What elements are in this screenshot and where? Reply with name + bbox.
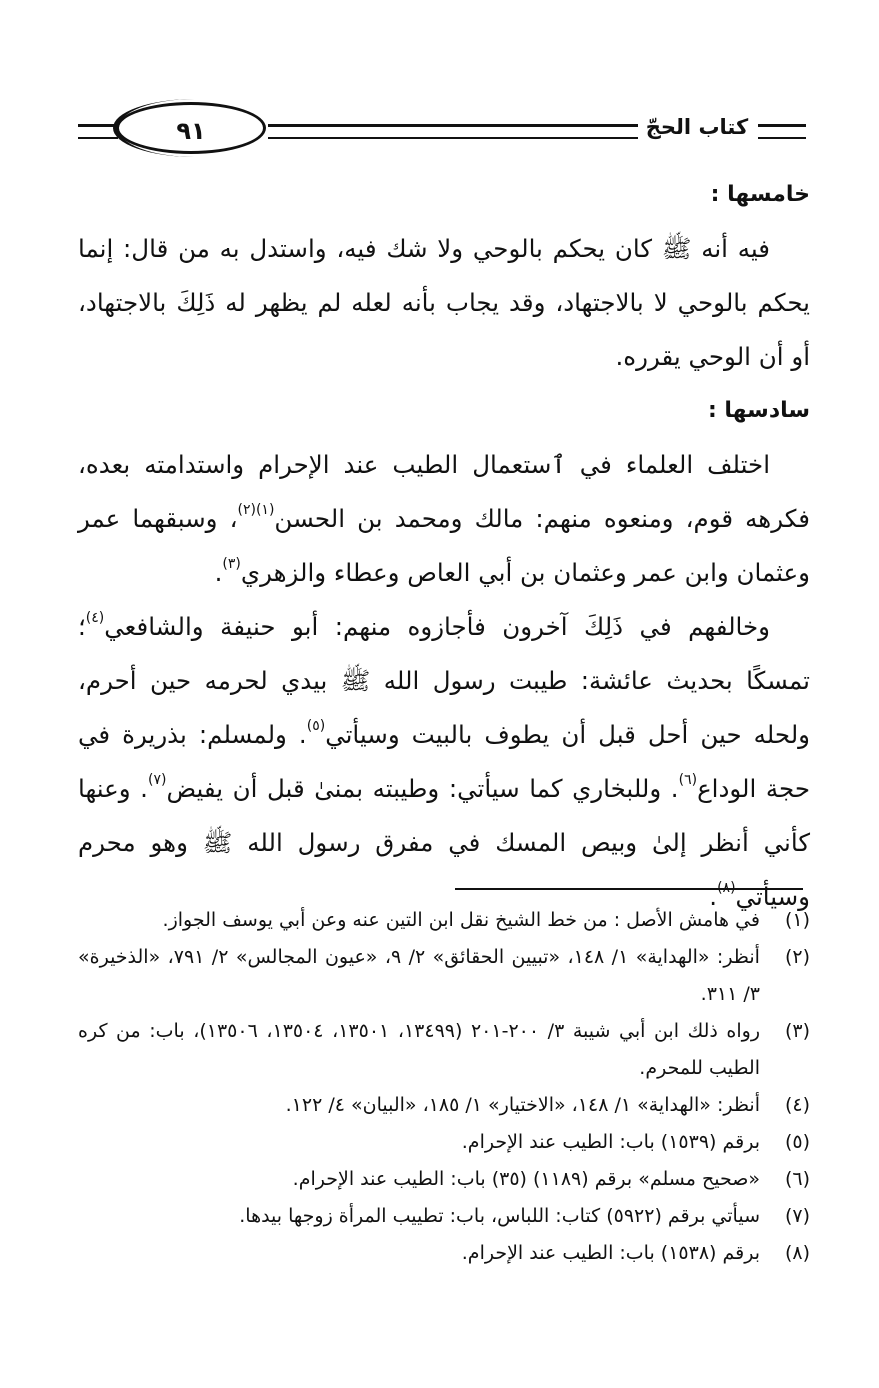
footnote-text: أنظر: «الهداية» ١/ ١٤٨، «تبيين الحقائق» ٢/ ٩، «عيون المجالس» ٢/ ٧٩١، «الذخيرة» ٣/ ٣١١. (78, 946, 760, 1005)
paragraph-fifth: فيه أنه ﷺ كان يحكم بالوحي ولا شك فيه، واستدل به من قال: إنما يحكم بالوحي لا بالاجتهاد، وقد يجاب بأنه لعله لم يظهر له ذَلِكَ بالاجتهاد، أو أن الوحي يقرره. (78, 234, 810, 371)
footnote-ref[interactable]: (٨) (717, 879, 736, 896)
footnote (78, 1161, 810, 1198)
footnote-ref[interactable]: (٣) (222, 555, 241, 572)
footnote-text: برقم (١٥٣٨) باب: الطيب عند الإحرام. (461, 1242, 760, 1264)
footnote-text: رواه ذلك ابن أبي شيبة ٣/ ٢٠٠-٢٠١ (١٣٤٩٩، ١٣٥٠١، ١٣٥٠٤، ١٣٥٠٦)، باب: من كره الطيب للمحرم. (78, 1020, 760, 1079)
page-header (78, 100, 808, 160)
footnote-ref[interactable]: (٤) (85, 609, 105, 626)
footnote (78, 1124, 810, 1161)
main-text (78, 168, 810, 924)
footnote-text: برقم (١٥٣٩) باب: الطيب عند الإحرام. (461, 1131, 760, 1153)
footnote (78, 1013, 810, 1087)
footnote-ref[interactable]: (٦) (678, 771, 698, 788)
footnote-number: (٦) (784, 1168, 810, 1190)
footnote-text: في هامش الأصل : من خط الشيخ نقل ابن التين عنه وعن أبي يوسف الجواز. (162, 909, 760, 931)
footnote (78, 902, 810, 939)
section-heading-fifth: خامسها : (710, 182, 810, 207)
footnote-text: سيأتي برقم (٥٩٢٢) كتاب: اللباس، باب: تطييب المرأة زوجها بيدها. (239, 1205, 760, 1227)
paragraph-sixth-1: اختلف العلماء في ٱستعمال الطيب عند الإحرام واستدامته بعده، فكرهه قوم، ومنعوه منهم: مالك ومحمد بن الحسن$^{(١)(٢)}$، وسبقهما عمر وعثمان وابن عمر وعثمان بن أبي العاص وعطاء والزهري$^{(٣)}$. (78, 450, 810, 587)
footnote-number: (١) (784, 909, 810, 931)
footnote (78, 939, 810, 1013)
footnote-separator (455, 888, 803, 890)
page-number: ٩١ (116, 102, 266, 154)
footnote-number: (٨) (784, 1242, 810, 1264)
footnote-ref[interactable]: (١)(٢) (237, 501, 275, 518)
footnote-number: (٢) (784, 946, 810, 968)
footnote (78, 1198, 810, 1235)
footnotes (78, 902, 810, 1272)
footnote-number: (٧) (784, 1205, 810, 1227)
footnote (78, 1235, 810, 1272)
footnote-text: «صحيح مسلم» برقم (١١٨٩) (٣٥) باب: الطيب عند الإحرام. (292, 1168, 760, 1190)
header-rule-left (78, 124, 118, 139)
footnote-number: (٣) (784, 1020, 810, 1042)
footnote (78, 1087, 810, 1124)
footnote-text: أنظر: «الهداية» ١/ ١٤٨، «الاختيار» ١/ ١٨٥، «البيان» ٤/ ١٢٢. (285, 1094, 760, 1116)
footnote-number: (٤) (784, 1094, 810, 1116)
header-rule-right (758, 124, 806, 139)
section-heading-sixth: سادسها : (707, 398, 810, 423)
footnote-ref[interactable]: (٥) (306, 717, 326, 734)
paragraph-sixth-2: وخالفهم في ذَلِكَ آخرون فأجازوه منهم: أبو حنيفة والشافعي$^{(٤)}$؛ تمسكًا بحديث عائشة: طيبت رسول الله ﷺ بيدي لحرمه حين أحرم، ولحله حين أحل قبل أن يطوف بالبيت وسيأتي$^{(٥)}$. ولمسلم: بذريرة في حجة الوداع$^{(٦)}$. وللبخاري كما سيأتي: وطيبته بمنىٰ قبل أن يفيض$^{(٧)}$. وعنها كأني أنظر إلىٰ وبيص المسك في مفرق رسول الله ﷺ وهو محرم وسيأتي$^{(٨)}$. (78, 609, 810, 911)
footnote-ref[interactable]: (٧) (147, 771, 167, 788)
book-title: كتاب الحجّ (638, 110, 756, 144)
footnote-number: (٥) (784, 1131, 810, 1153)
